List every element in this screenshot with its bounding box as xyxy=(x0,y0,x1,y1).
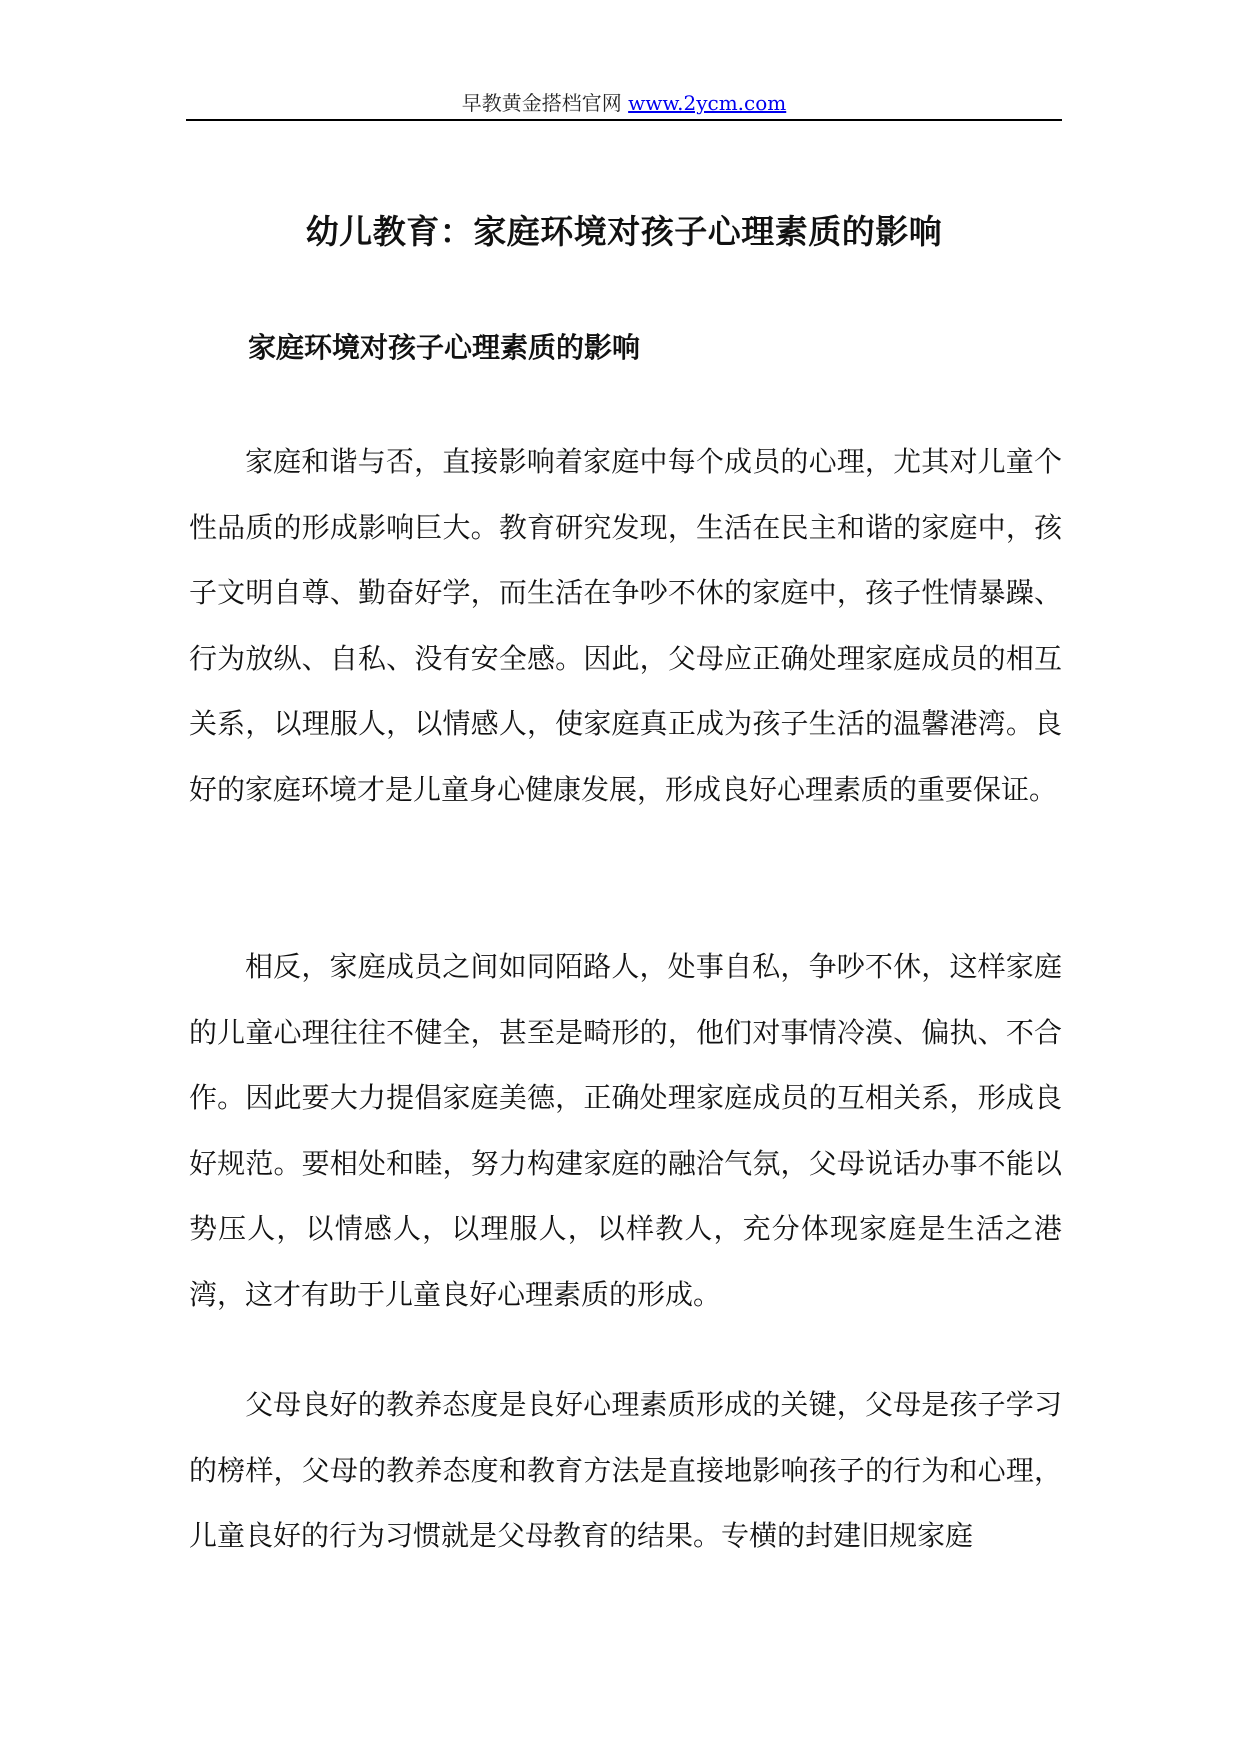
header-divider xyxy=(186,119,1062,121)
body-paragraph-1: 家庭和谐与否，直接影响着家庭中每个成员的心理，尤其对儿童个性品质的形成影响巨大。教育研究发现，生活在民主和谐的家庭中，孩子文明自尊、勤奋好学，而生活在争吵不休的家庭中，孩子性情暴躁、行为放纵、自私、没有安全感。因此，父母应正确处理家庭成员的相互关系，以理服人，以情感人，使家庭真正成为孩子生活的温馨港湾。良好的家庭环境才是儿童身心健康发展，形成良好心理素质的重要保证。 xyxy=(189,445,1062,806)
header-site-name: 早教黄金搭档官网 xyxy=(461,91,622,115)
header-site-link[interactable]: www.2ycm.com xyxy=(628,91,787,115)
body-paragraph-3: 父母良好的教养态度是良好心理素质形成的关键，父母是孩子学习的榜样，父母的教养态度和教育方法是直接地影响孩子的行为和心理，儿童良好的行为习惯就是父母教育的结果。专横的封建旧规家庭 xyxy=(189,1388,1062,1552)
body-paragraph-2: 相反，家庭成员之间如同陌路人，处事自私，争吵不休，这样家庭的儿童心理往往不健全，甚至是畸形的，他们对事情冷漠、偏执、不合作。因此要大力提倡家庭美德，正确处理家庭成员的互相关系，形成良好规范。要相处和睦，努力构建家庭的融洽气氛，父母说话办事不能以势压人，以情感人，以理服人，以样教人，充分体现家庭是生活之港湾，这才有助于儿童良好心理素质的形成。 xyxy=(189,950,1062,1311)
page-header xyxy=(186,88,1062,118)
document-subtitle: 家庭环境对孩子心理素质的影响 xyxy=(248,331,641,364)
document-title: 幼儿教育：家庭环境对孩子心理素质的影响 xyxy=(305,212,943,251)
